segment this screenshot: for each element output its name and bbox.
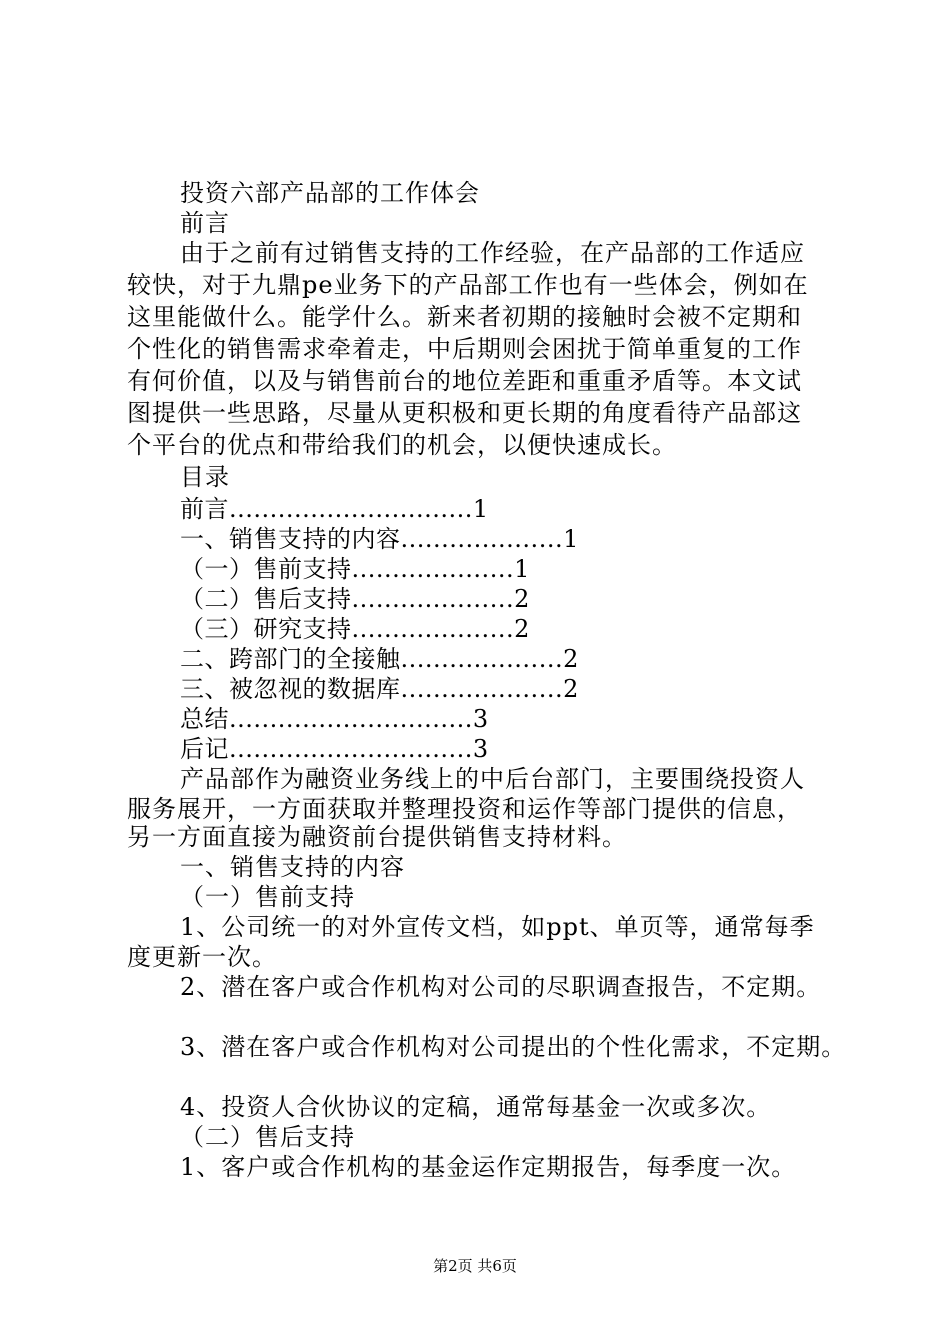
toc-entry: 总结..............................3 <box>180 705 489 733</box>
toc-heading: 目录 <box>180 463 230 491</box>
preface-line: 这里能做什么。能学什么。新来者初期的接触时会被不定期和 <box>127 303 802 331</box>
preface-heading: 前言 <box>180 209 230 237</box>
intro-line: 产品部作为融资业务线上的中后台部门，主要围绕投资人 <box>180 765 805 793</box>
preface-line: 由于之前有过销售支持的工作经验，在产品部的工作适应 <box>180 239 805 267</box>
toc-entry: （二）售后支持....................2 <box>180 585 530 613</box>
aftersale-item: 1、客户或合作机构的基金运作定期报告，每季度一次。 <box>180 1153 797 1181</box>
preface-line: 图提供一些思路，尽量从更积极和更长期的角度看待产品部这 <box>127 399 802 427</box>
subsection-heading: （二）售后支持 <box>180 1123 355 1151</box>
preface-line: 有何价值，以及与销售前台的地位差距和重重矛盾等。本文试 <box>127 367 802 395</box>
toc-entry: （三）研究支持....................2 <box>180 615 530 643</box>
document-title: 投资六部产品部的工作体会 <box>180 179 480 207</box>
subsection-heading: （一）售前支持 <box>180 883 355 911</box>
preface-line: 个平台的优点和带给我们的机会，以便快速成长。 <box>127 431 677 459</box>
toc-entry: 后记..............................3 <box>180 735 489 763</box>
toc-entry: 二、跨部门的全接触....................2 <box>180 645 579 673</box>
presale-item: 2、潜在客户或合作机构对公司的尽职调查报告，不定期。 <box>180 973 822 1001</box>
page-footer: 第2页 共6页 <box>433 1257 517 1275</box>
presale-item: 1、公司统一的对外宣传文档，如ppt、单页等，通常每季 <box>180 913 815 941</box>
toc-entry: 三、被忽视的数据库....................2 <box>180 675 579 703</box>
intro-line: 服务展开，一方面获取并整理投资和运作等部门提供的信息， <box>127 795 802 823</box>
toc-entry: 一、销售支持的内容....................1 <box>180 525 579 553</box>
toc-entry: （一）售前支持....................1 <box>180 555 530 583</box>
preface-line: 个性化的销售需求牵着走，中后期则会困扰于简单重复的工作 <box>127 335 802 363</box>
toc-entry: 前言..............................1 <box>180 495 489 523</box>
preface-line: 较快，对于九鼎pe业务下的产品部工作也有一些体会，例如在 <box>127 271 809 299</box>
presale-item: 4、投资人合伙协议的定稿，通常每基金一次或多次。 <box>180 1093 772 1121</box>
presale-item: 度更新一次。 <box>127 943 277 971</box>
presale-item: 3、潜在客户或合作机构对公司提出的个性化需求，不定期。 <box>180 1033 847 1061</box>
intro-line: 另一方面直接为融资前台提供销售支持材料。 <box>127 823 627 851</box>
section-heading: 一、销售支持的内容 <box>180 853 405 881</box>
